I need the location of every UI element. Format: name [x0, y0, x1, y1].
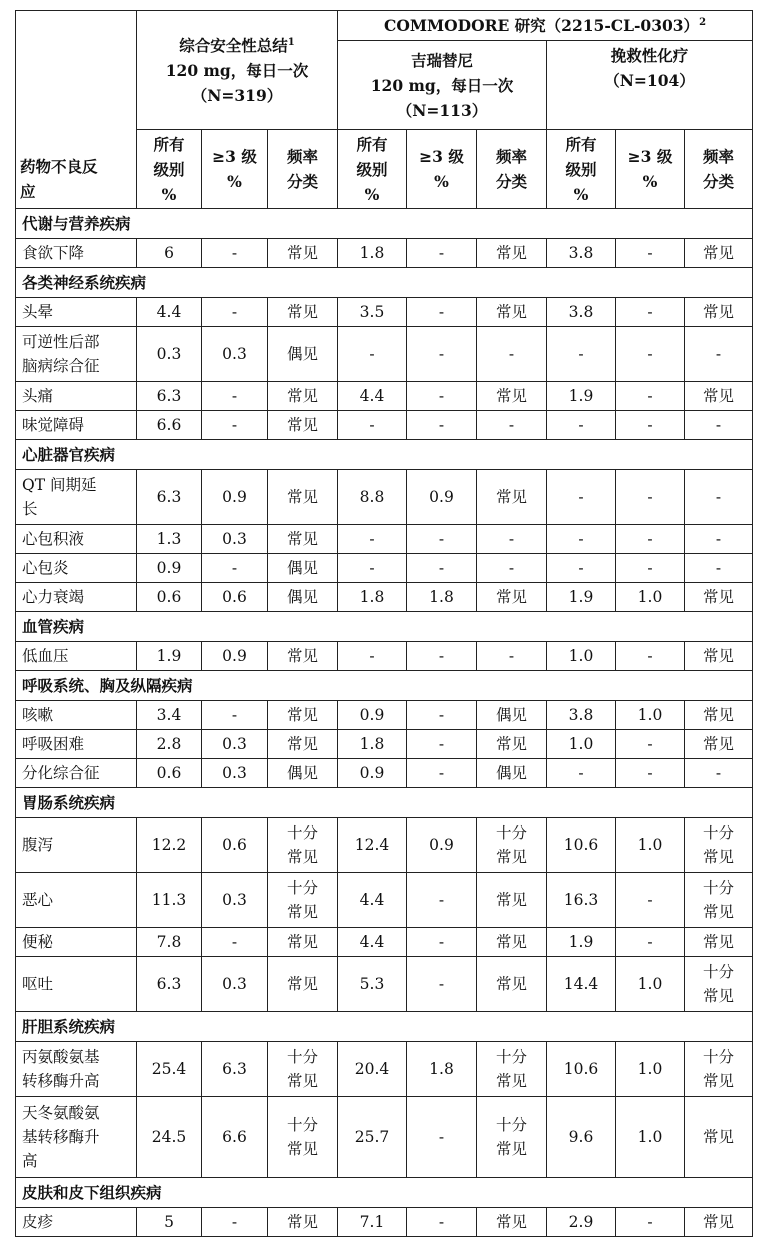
gilteritinib-grade3: - — [407, 730, 477, 759]
gilteritinib-frequency: 偶见 — [477, 759, 547, 788]
gilteritinib-all-grades: 25.7 — [338, 1097, 407, 1178]
header-salvage-col-all: 所有 级别 % — [547, 130, 616, 209]
salvage-grade3: - — [616, 1208, 685, 1237]
overall-frequency: 常见 — [268, 525, 338, 554]
salvage-frequency: 常见 — [685, 239, 753, 268]
salvage-all-grades: - — [547, 759, 616, 788]
adverse-reaction-name: QT 间期延 长 — [16, 470, 137, 525]
gilteritinib-all-grades: - — [338, 642, 407, 671]
gilteritinib-grade3: - — [407, 411, 477, 440]
overall-all-grades: 1.9 — [137, 642, 202, 671]
gilteritinib-frequency: 十分 常见 — [477, 818, 547, 873]
salvage-frequency: 常见 — [685, 382, 753, 411]
gilteritinib-all-grades: - — [338, 411, 407, 440]
gilteritinib-all-grades: 4.4 — [338, 382, 407, 411]
adverse-reaction-name: 心包积液 — [16, 525, 137, 554]
overall-grade3: - — [202, 554, 268, 583]
gilteritinib-grade3: - — [407, 382, 477, 411]
gilteritinib-frequency: - — [477, 411, 547, 440]
overall-all-grades: 6.3 — [137, 382, 202, 411]
salvage-all-grades: 1.0 — [547, 730, 616, 759]
table-row — [16, 730, 753, 759]
overall-frequency: 常见 — [268, 411, 338, 440]
gilteritinib-all-grades: 20.4 — [338, 1042, 407, 1097]
overall-grade3: 0.3 — [202, 759, 268, 788]
salvage-frequency: 常见 — [685, 730, 753, 759]
gilteritinib-frequency: - — [477, 525, 547, 554]
gilteritinib-all-grades: 8.8 — [338, 470, 407, 525]
category-heading: 代谢与营养疾病 — [16, 209, 753, 239]
adverse-reaction-name: 腹泻 — [16, 818, 137, 873]
table-row — [16, 1208, 753, 1237]
category-row — [16, 671, 753, 701]
overall-grade3: - — [202, 701, 268, 730]
gilteritinib-grade3: - — [407, 239, 477, 268]
adverse-reaction-name: 可逆性后部 脑病综合征 — [16, 327, 137, 382]
salvage-grade3: 1.0 — [616, 1097, 685, 1178]
gilteritinib-all-grades: - — [338, 327, 407, 382]
overall-grade3: 6.3 — [202, 1042, 268, 1097]
overall-all-grades: 6.6 — [137, 411, 202, 440]
gilteritinib-grade3: - — [407, 701, 477, 730]
overall-all-grades: 0.3 — [137, 327, 202, 382]
overall-all-grades: 5 — [137, 1208, 202, 1237]
gilteritinib-grade3: - — [407, 327, 477, 382]
adverse-reaction-name: 呕吐 — [16, 957, 137, 1012]
header-commodore-study: COMMODORE 研究$(2215-CL-0303)^2$ — [338, 11, 753, 41]
overall-grade3: 0.6 — [202, 818, 268, 873]
table-body — [16, 11, 753, 1237]
overall-all-grades: 0.6 — [137, 583, 202, 612]
overall-frequency: 偶见 — [268, 554, 338, 583]
overall-frequency: 十分 常见 — [268, 1042, 338, 1097]
table-row — [16, 298, 753, 327]
category-row — [16, 788, 753, 818]
header-overall-col-freq: 频率 分类 — [268, 130, 338, 209]
table-row — [16, 928, 753, 957]
overall-frequency: 常见 — [268, 957, 338, 1012]
gilteritinib-frequency: 常见 — [477, 239, 547, 268]
gilteritinib-frequency: 偶见 — [477, 701, 547, 730]
gilteritinib-all-grades: 1.8 — [338, 239, 407, 268]
overall-grade3: - — [202, 239, 268, 268]
table-row — [16, 759, 753, 788]
category-heading: 呼吸系统、胸及纵隔疾病 — [16, 671, 753, 701]
salvage-all-grades: - — [547, 525, 616, 554]
gilteritinib-all-grades: 4.4 — [338, 928, 407, 957]
salvage-grade3: - — [616, 730, 685, 759]
salvage-grade3: - — [616, 554, 685, 583]
salvage-frequency: 常见 — [685, 1097, 753, 1178]
salvage-frequency: - — [685, 411, 753, 440]
table-row — [16, 1097, 753, 1178]
category-heading: 心脏器官疾病 — [16, 440, 753, 470]
salvage-frequency: 常见 — [685, 642, 753, 671]
gilteritinib-frequency: 常见 — [477, 470, 547, 525]
gilteritinib-frequency: 十分 常见 — [477, 1042, 547, 1097]
table-row — [16, 525, 753, 554]
gilteritinib-all-grades: - — [338, 525, 407, 554]
table-row — [16, 873, 753, 928]
adverse-reaction-name: 头晕 — [16, 298, 137, 327]
gilteritinib-all-grades: 12.4 — [338, 818, 407, 873]
salvage-all-grades: 10.6 — [547, 818, 616, 873]
adr-table-container — [15, 10, 753, 1237]
table-row — [16, 382, 753, 411]
overall-grade3: 0.3 — [202, 327, 268, 382]
table-row — [16, 701, 753, 730]
table-row — [16, 583, 753, 612]
header-overall-col-g3: ≥3 级 % — [202, 130, 268, 209]
overall-grade3: 0.3 — [202, 957, 268, 1012]
overall-all-grades: 6.3 — [137, 470, 202, 525]
overall-grade3: 6.6 — [202, 1097, 268, 1178]
salvage-grade3: - — [616, 525, 685, 554]
category-heading: 血管疾病 — [16, 612, 753, 642]
gilteritinib-frequency: 常见 — [477, 382, 547, 411]
adverse-reaction-name: 心力衰竭 — [16, 583, 137, 612]
salvage-frequency: 常见 — [685, 928, 753, 957]
overall-grade3: 0.6 — [202, 583, 268, 612]
overall-frequency: 常见 — [268, 642, 338, 671]
overall-grade3: - — [202, 298, 268, 327]
salvage-grade3: - — [616, 239, 685, 268]
gilteritinib-frequency: 常见 — [477, 957, 547, 1012]
overall-all-grades: 6 — [137, 239, 202, 268]
gilteritinib-frequency: - — [477, 554, 547, 583]
gilteritinib-grade3: - — [407, 928, 477, 957]
salvage-all-grades: 1.9 — [547, 583, 616, 612]
table-row — [16, 1042, 753, 1097]
salvage-frequency: 常见 — [685, 1208, 753, 1237]
table-row — [16, 411, 753, 440]
header-gilteritinib-col-freq: 频率 分类 — [477, 130, 547, 209]
gilteritinib-grade3: - — [407, 525, 477, 554]
category-row — [16, 268, 753, 298]
overall-all-grades: 7.8 — [137, 928, 202, 957]
header-adr-name: 药物不良反 应 — [16, 11, 137, 209]
salvage-frequency: 十分 常见 — [685, 957, 753, 1012]
salvage-grade3: 1.0 — [616, 957, 685, 1012]
overall-frequency: 常见 — [268, 298, 338, 327]
overall-all-grades: 24.5 — [137, 1097, 202, 1178]
salvage-all-grades: - — [547, 327, 616, 382]
salvage-all-grades: - — [547, 554, 616, 583]
gilteritinib-frequency: 常见 — [477, 928, 547, 957]
gilteritinib-grade3: - — [407, 642, 477, 671]
gilteritinib-all-grades: 1.8 — [338, 730, 407, 759]
gilteritinib-frequency: 常见 — [477, 873, 547, 928]
overall-frequency: 偶见 — [268, 759, 338, 788]
salvage-all-grades: 14.4 — [547, 957, 616, 1012]
overall-all-grades: 12.2 — [137, 818, 202, 873]
overall-frequency: 常见 — [268, 239, 338, 268]
overall-frequency: 常见 — [268, 701, 338, 730]
category-row — [16, 1012, 753, 1042]
salvage-all-grades: 3.8 — [547, 239, 616, 268]
salvage-frequency: 十分 常见 — [685, 818, 753, 873]
gilteritinib-all-grades: 4.4 — [338, 873, 407, 928]
category-row — [16, 612, 753, 642]
gilteritinib-frequency: 常见 — [477, 730, 547, 759]
adverse-reaction-name: 丙氨酸氨基 转移酶升高 — [16, 1042, 137, 1097]
gilteritinib-all-grades: - — [338, 554, 407, 583]
gilteritinib-all-grades: 3.5 — [338, 298, 407, 327]
salvage-all-grades: - — [547, 411, 616, 440]
gilteritinib-grade3: - — [407, 1097, 477, 1178]
category-heading: 各类神经系统疾病 — [16, 268, 753, 298]
gilteritinib-grade3: 0.9 — [407, 470, 477, 525]
table-row — [16, 957, 753, 1012]
salvage-grade3: 1.0 — [616, 818, 685, 873]
overall-frequency: 偶见 — [268, 327, 338, 382]
adverse-reaction-name: 食欲下降 — [16, 239, 137, 268]
adverse-reaction-name: 分化综合征 — [16, 759, 137, 788]
salvage-frequency: 常见 — [685, 298, 753, 327]
salvage-grade3: - — [616, 327, 685, 382]
gilteritinib-grade3: - — [407, 298, 477, 327]
overall-all-grades: 25.4 — [137, 1042, 202, 1097]
overall-all-grades: 0.9 — [137, 554, 202, 583]
overall-frequency: 常见 — [268, 928, 338, 957]
overall-grade3: - — [202, 411, 268, 440]
category-heading: 肝胆系统疾病 — [16, 1012, 753, 1042]
salvage-frequency: - — [685, 327, 753, 382]
table-row — [16, 818, 753, 873]
salvage-all-grades: - — [547, 470, 616, 525]
overall-frequency: 偶见 — [268, 583, 338, 612]
header-salvage-col-freq: 频率 分类 — [685, 130, 753, 209]
salvage-grade3: 1.0 — [616, 583, 685, 612]
overall-all-grades: 0.6 — [137, 759, 202, 788]
gilteritinib-frequency: 常见 — [477, 1208, 547, 1237]
overall-frequency: 常见 — [268, 730, 338, 759]
overall-grade3: 0.9 — [202, 642, 268, 671]
category-heading: 皮肤和皮下组织疾病 — [16, 1178, 753, 1208]
salvage-grade3: - — [616, 411, 685, 440]
overall-all-grades: 2.8 — [137, 730, 202, 759]
gilteritinib-grade3: - — [407, 759, 477, 788]
salvage-all-grades: 16.3 — [547, 873, 616, 928]
salvage-all-grades: 1.9 — [547, 382, 616, 411]
salvage-all-grades: 1.0 — [547, 642, 616, 671]
header-overall-safety: 综合安全性总结$^1$ 120 mg，每日一次 （N=319） — [137, 11, 338, 130]
category-heading: 胃肠系统疾病 — [16, 788, 753, 818]
table-row — [16, 642, 753, 671]
salvage-grade3: - — [616, 928, 685, 957]
gilteritinib-grade3: - — [407, 1208, 477, 1237]
gilteritinib-frequency: - — [477, 642, 547, 671]
overall-frequency: 十分 常见 — [268, 873, 338, 928]
gilteritinib-frequency: 十分 常见 — [477, 1097, 547, 1178]
overall-grade3: 0.3 — [202, 730, 268, 759]
gilteritinib-all-grades: 0.9 — [338, 701, 407, 730]
category-row — [16, 440, 753, 470]
table-row — [16, 239, 753, 268]
salvage-frequency: - — [685, 759, 753, 788]
gilteritinib-grade3: - — [407, 873, 477, 928]
overall-grade3: - — [202, 928, 268, 957]
overall-all-grades: 4.4 — [137, 298, 202, 327]
salvage-all-grades: 1.9 — [547, 928, 616, 957]
salvage-grade3: - — [616, 470, 685, 525]
gilteritinib-grade3: - — [407, 957, 477, 1012]
header-row-1 — [16, 11, 753, 41]
salvage-grade3: - — [616, 382, 685, 411]
header-gilteritinib-col-g3: ≥3 级 % — [407, 130, 477, 209]
adverse-reaction-name: 皮疹 — [16, 1208, 137, 1237]
salvage-frequency: 十分 常见 — [685, 873, 753, 928]
gilteritinib-grade3: 1.8 — [407, 1042, 477, 1097]
overall-grade3: - — [202, 1208, 268, 1237]
salvage-frequency: 十分 常见 — [685, 1042, 753, 1097]
salvage-all-grades: 3.8 — [547, 298, 616, 327]
adverse-reactions-table — [15, 10, 753, 1237]
salvage-frequency: 常见 — [685, 701, 753, 730]
overall-frequency: 常见 — [268, 470, 338, 525]
header-overall-col-all: 所有 级别 % — [137, 130, 202, 209]
table-row — [16, 327, 753, 382]
gilteritinib-grade3: 1.8 — [407, 583, 477, 612]
table-row — [16, 554, 753, 583]
salvage-all-grades: 9.6 — [547, 1097, 616, 1178]
gilteritinib-all-grades: 0.9 — [338, 759, 407, 788]
adverse-reaction-name: 便秘 — [16, 928, 137, 957]
salvage-grade3: - — [616, 873, 685, 928]
gilteritinib-grade3: - — [407, 554, 477, 583]
salvage-grade3: - — [616, 642, 685, 671]
gilteritinib-grade3: 0.9 — [407, 818, 477, 873]
adverse-reaction-name: 味觉障碍 — [16, 411, 137, 440]
gilteritinib-frequency: - — [477, 327, 547, 382]
salvage-all-grades: 3.8 — [547, 701, 616, 730]
adverse-reaction-name: 心包炎 — [16, 554, 137, 583]
salvage-all-grades: 2.9 — [547, 1208, 616, 1237]
salvage-grade3: 1.0 — [616, 1042, 685, 1097]
gilteritinib-frequency: 常见 — [477, 583, 547, 612]
category-row — [16, 209, 753, 239]
adverse-reaction-name: 头痛 — [16, 382, 137, 411]
overall-frequency: 常见 — [268, 1208, 338, 1237]
overall-frequency: 十分 常见 — [268, 818, 338, 873]
overall-grade3: 0.3 — [202, 525, 268, 554]
adverse-reaction-name: 天冬氨酸氨 基转移酶升 高 — [16, 1097, 137, 1178]
header-gilteritinib-arm: 吉瑞替尼 120 mg，每日一次 （N=113） — [338, 41, 547, 130]
overall-grade3: 0.3 — [202, 873, 268, 928]
table-row — [16, 470, 753, 525]
salvage-grade3: - — [616, 759, 685, 788]
overall-frequency: 十分 常见 — [268, 1097, 338, 1178]
adverse-reaction-name: 低血压 — [16, 642, 137, 671]
salvage-frequency: - — [685, 554, 753, 583]
gilteritinib-frequency: 常见 — [477, 298, 547, 327]
overall-all-grades: 1.3 — [137, 525, 202, 554]
overall-all-grades: 6.3 — [137, 957, 202, 1012]
salvage-grade3: - — [616, 298, 685, 327]
header-gilteritinib-col-all: 所有 级别 % — [338, 130, 407, 209]
salvage-frequency: - — [685, 470, 753, 525]
adverse-reaction-name: 咳嗽 — [16, 701, 137, 730]
salvage-all-grades: 10.6 — [547, 1042, 616, 1097]
gilteritinib-all-grades: 1.8 — [338, 583, 407, 612]
salvage-grade3: 1.0 — [616, 701, 685, 730]
gilteritinib-all-grades: 5.3 — [338, 957, 407, 1012]
adverse-reaction-name: 呼吸困难 — [16, 730, 137, 759]
header-salvage-chemo-arm: 挽救性化疗 （N=104） — [547, 41, 753, 130]
gilteritinib-all-grades: 7.1 — [338, 1208, 407, 1237]
salvage-frequency: 常见 — [685, 583, 753, 612]
overall-frequency: 常见 — [268, 382, 338, 411]
category-row — [16, 1178, 753, 1208]
adverse-reaction-name: 恶心 — [16, 873, 137, 928]
overall-all-grades: 3.4 — [137, 701, 202, 730]
overall-all-grades: 11.3 — [137, 873, 202, 928]
header-salvage-col-g3: ≥3 级 % — [616, 130, 685, 209]
salvage-frequency: - — [685, 525, 753, 554]
overall-grade3: 0.9 — [202, 470, 268, 525]
overall-grade3: - — [202, 382, 268, 411]
